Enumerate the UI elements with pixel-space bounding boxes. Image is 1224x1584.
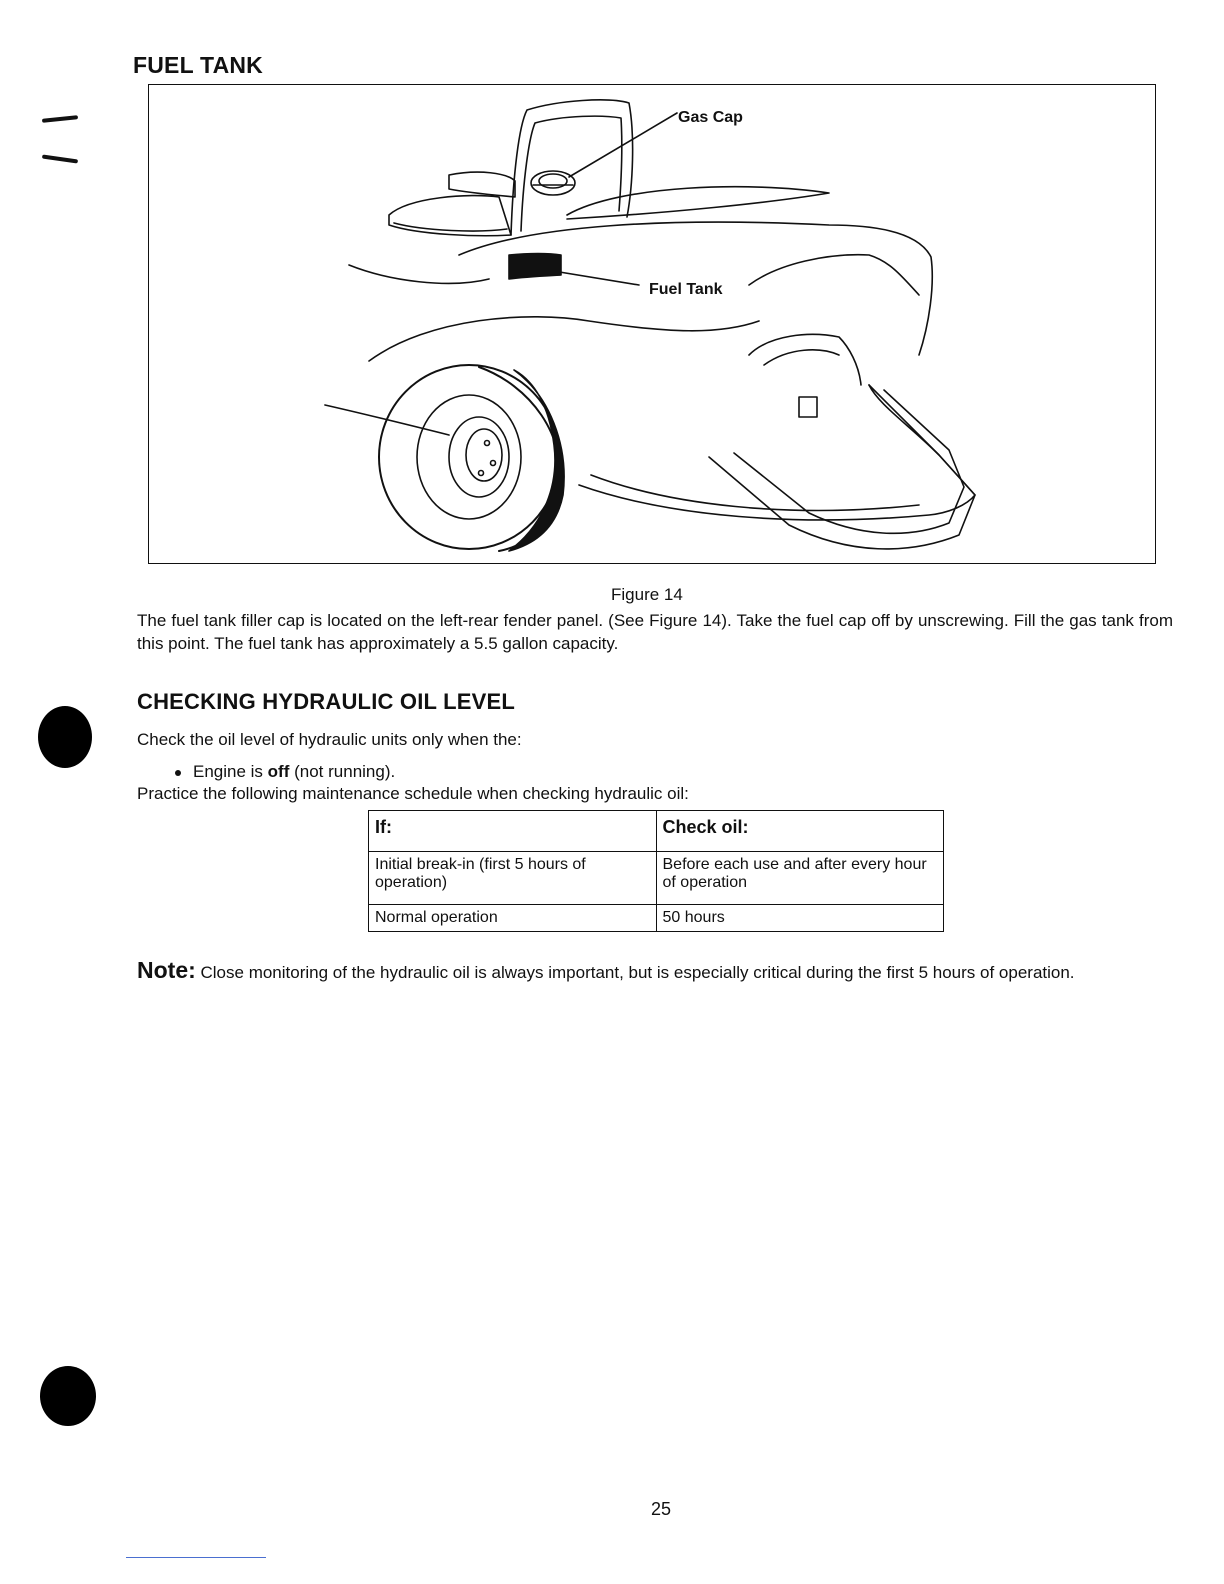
- table-row: [369, 852, 944, 905]
- margin-mark-top: [42, 115, 78, 123]
- fuel-tank-paragraph: The fuel tank filler cap is located on the left-rear fender panel. (See Figure 14). Take the fuel cap off by unscrewing. Fill the gas tank from this point. The fuel tank has approximately a 5.5 gallon capacity.: [137, 611, 1173, 653]
- hydraulic-intro: Check the oil level of hydraulic units only when the:: [137, 730, 522, 749]
- margin-mark-lower: [42, 155, 78, 164]
- binder-hole-top: [38, 706, 92, 768]
- table-cell: Normal operation: [369, 905, 657, 932]
- table-cell: 50 hours: [656, 905, 944, 932]
- section-heading-hydraulic-oil: CHECKING HYDRAULIC OIL LEVEL: [137, 689, 515, 714]
- note-paragraph: [137, 955, 1177, 988]
- page-number: 25: [651, 1499, 672, 1519]
- bullet-dot: [175, 770, 181, 776]
- bullet-engine-off: [175, 760, 395, 783]
- binder-hole-bottom: [40, 1366, 96, 1426]
- figure-label-gas-cap: Gas Cap: [678, 109, 743, 126]
- table-header-row: [369, 811, 944, 852]
- bullet-prefix: Engine is: [193, 762, 268, 781]
- table-cell: Before each use and after every hour of operation: [656, 852, 944, 905]
- figure-14-frame: [148, 84, 1156, 564]
- footer-rule: [126, 1557, 266, 1558]
- tractor-fuel-tank-illustration: [149, 85, 1154, 562]
- table-row: [369, 905, 944, 932]
- section-heading-fuel-tank: FUEL TANK: [133, 52, 263, 78]
- table-cell: Initial break-in (first 5 hours of operation): [369, 852, 657, 905]
- figure-label-fuel-tank: Fuel Tank: [649, 281, 723, 298]
- note-label: Note:: [137, 957, 196, 983]
- bullet-bold-off: off: [267, 762, 290, 781]
- practice-text: Practice the following maintenance schedule when checking hydraulic oil:: [137, 784, 689, 803]
- note-text: Close monitoring of the hydraulic oil is always important, but is especially critical during the first 5 hours of operation.: [195, 963, 1075, 982]
- figure-caption: Figure 14: [611, 585, 683, 604]
- maintenance-schedule-table: [368, 810, 944, 932]
- bullet-suffix: (not running).: [289, 762, 396, 781]
- table-header-if: If:: [369, 811, 657, 852]
- table-header-check-oil: Check oil:: [656, 811, 944, 852]
